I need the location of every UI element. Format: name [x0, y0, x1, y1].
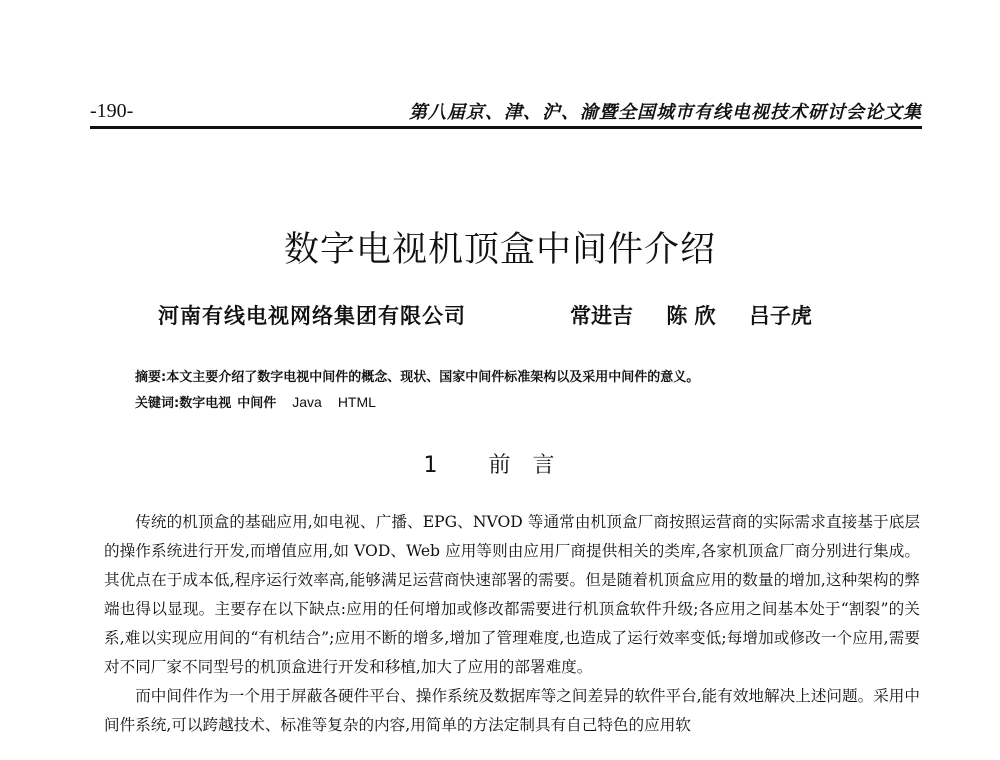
author-name: 常进吉	[570, 304, 633, 328]
section-number: 1	[423, 453, 460, 478]
author-name: 陈 欣	[666, 304, 716, 328]
body-text	[104, 508, 920, 740]
keyword: 中间件	[237, 396, 277, 411]
header-rule	[90, 126, 922, 129]
article-title: 数字电视机顶盒中间件介绍	[283, 230, 716, 270]
author-name: 吕子虎	[748, 304, 812, 328]
paragraph: 而中间件作为一个用于屏蔽各硬件平台、操作系统及数据库等之间差异的软件平台,能有效地解决上述问题。采用中间件系统,可以跨越技术、标准等复杂的内容,用简单的方法定制具有自己特色的应用软	[104, 687, 920, 734]
abstract-text: 本文主要介绍了数字电视中间件的概念、现状、国家中间件标准架构以及采用中间件的意义。	[166, 370, 700, 385]
abstract-label: 摘要:	[135, 370, 167, 385]
author-list	[570, 300, 838, 330]
page-number: -190-	[90, 100, 134, 122]
keywords-label: 关键词:	[135, 396, 180, 411]
section-heading	[0, 448, 1000, 479]
proceedings-title: 第八届京、津、沪、渝暨全国城市有线电视技术研讨会论文集	[409, 102, 922, 123]
section-title: 前言	[488, 453, 577, 478]
author-affiliation: 河南有线电视网络集团有限公司	[158, 304, 466, 328]
abstract	[135, 366, 699, 385]
paragraph: 传统的机顶盒的基础应用,如电视、广播、EPG、NVOD 等通常由机顶盒厂商按照运营商的实际需求直接基于底层的操作系统进行开发,而增值应用,如 VOD、Web 应用等则由应用厂商提供相关的类库,各家机顶盒厂商分别进行集成。其优点在于成本低,程序运行效率高,能够满足运营商快速部署的需要。但是随着机顶盒应用的数量的增加,这种架构的弊端也得以显现。主要存在以下缺点:应用的任何增加或修改都需要进行机顶盒软件升级;各应用之间基本处于“割裂”的关系,难以实现应用间的“有机结合”;应用不断的增多,增加了管理难度,也造成了运行效率变低;每增加或修改一个应用,需要对不同厂家不同型号的机顶盒进行开发和移植,加大了应用的部署难度。	[104, 513, 920, 676]
keyword: 数字电视	[179, 396, 232, 411]
keyword: HTML	[337, 394, 376, 410]
running-header	[90, 98, 922, 128]
keywords	[135, 392, 376, 411]
keyword: Java	[292, 394, 322, 410]
